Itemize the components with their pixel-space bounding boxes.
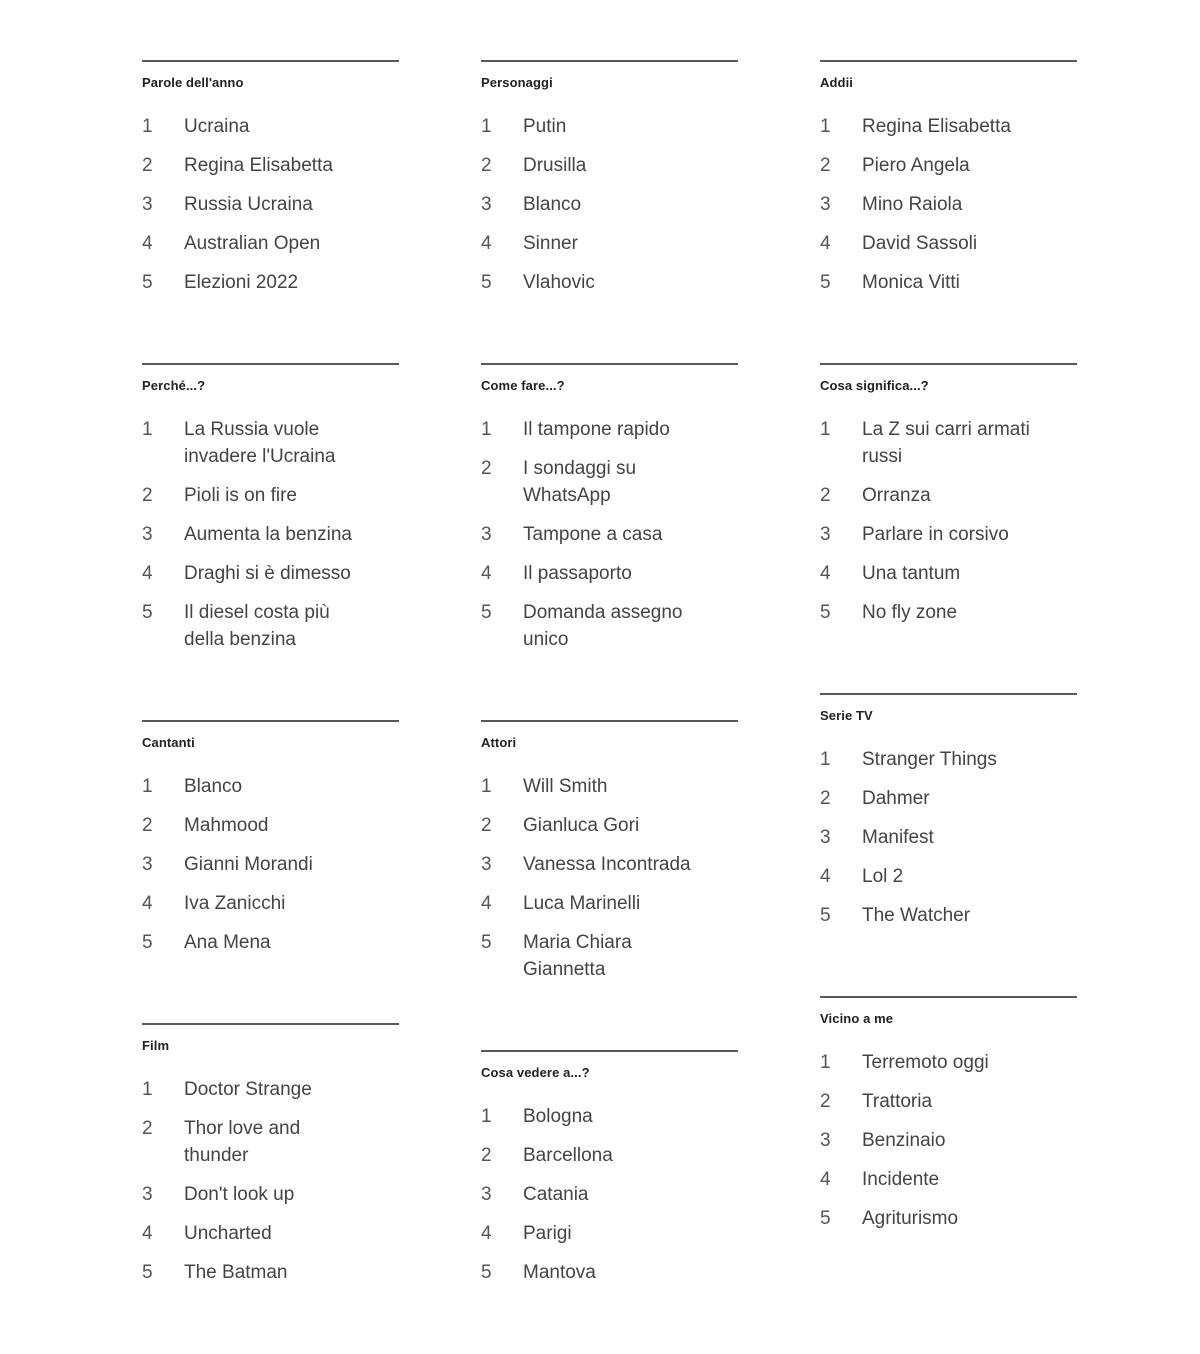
list-item <box>142 1181 399 1208</box>
item-label: Ucraina <box>184 116 250 137</box>
list-item <box>820 902 1077 929</box>
item-label: Tampone a casa <box>523 524 663 545</box>
rank-number: 1 <box>142 776 153 797</box>
ranking-list <box>142 1076 399 1286</box>
list-item <box>481 929 738 983</box>
ranking-list <box>142 113 399 296</box>
list-item <box>142 773 399 800</box>
ranking-list <box>481 416 738 653</box>
list-item <box>481 1103 738 1130</box>
ranking-list <box>481 1103 738 1286</box>
list-item <box>481 152 738 179</box>
rank-number: 1 <box>142 419 153 440</box>
rank-number: 5 <box>142 272 153 293</box>
rank-number: 2 <box>820 788 831 809</box>
section-title: Serie TV <box>820 708 873 723</box>
item-label: Ana Mena <box>184 932 271 953</box>
section-title: Film <box>142 1038 170 1053</box>
item-label: Dahmer <box>862 788 930 809</box>
rank-number: 5 <box>481 932 492 953</box>
list-item <box>820 113 1077 140</box>
rank-number: 4 <box>142 893 153 914</box>
item-label: Elezioni 2022 <box>184 272 299 293</box>
item-label: Benzinaio <box>862 1130 946 1151</box>
section-parole-dell-anno <box>142 60 399 308</box>
rank-number: 5 <box>481 272 492 293</box>
rank-number: 5 <box>481 1262 492 1283</box>
section-serie-tv <box>820 693 1077 941</box>
rank-number: 2 <box>481 458 492 479</box>
section-addii <box>820 60 1077 308</box>
item-label: Iva Zanicchi <box>184 893 286 914</box>
section-title: Personaggi <box>481 75 553 90</box>
list-item <box>481 812 738 839</box>
rank-number: 2 <box>142 1118 153 1139</box>
list-item <box>481 560 738 587</box>
list-item <box>142 521 399 548</box>
item-label: The Batman <box>184 1262 288 1283</box>
section-cosa-significa <box>820 363 1077 638</box>
item-label: Mahmood <box>184 815 269 836</box>
item-label: Mino Raiola <box>862 194 963 215</box>
section-title: Come fare...? <box>481 378 565 393</box>
rank-number: 4 <box>820 1169 831 1190</box>
list-item <box>142 1220 399 1247</box>
rank-number: 3 <box>820 524 831 545</box>
item-label: Blanco <box>184 776 243 797</box>
rank-number: 1 <box>820 1052 831 1073</box>
list-item <box>820 785 1077 812</box>
section-vicino-a-me <box>820 996 1077 1244</box>
item-label: Mantova <box>523 1262 596 1283</box>
section-title: Perché...? <box>142 378 206 393</box>
item-label: Draghi si è dimesso <box>184 563 351 584</box>
item-label: Thor love and thunder <box>184 1118 301 1166</box>
section-title: Addii <box>820 75 853 90</box>
ranking-list <box>820 746 1077 929</box>
rank-number: 3 <box>142 1184 153 1205</box>
ranking-list <box>820 1049 1077 1232</box>
rank-number: 2 <box>481 155 492 176</box>
item-label: Putin <box>523 116 567 137</box>
section-title: Cosa significa...? <box>820 378 929 393</box>
item-label: Regina Elisabetta <box>862 116 1011 137</box>
item-label: Piero Angela <box>862 155 970 176</box>
rank-number: 1 <box>481 1106 492 1127</box>
rank-number: 4 <box>481 233 492 254</box>
list-item <box>481 773 738 800</box>
list-item <box>820 1088 1077 1115</box>
section-title: Vicino a me <box>820 1011 894 1026</box>
list-item <box>481 1142 738 1169</box>
list-item <box>142 113 399 140</box>
rank-number: 4 <box>820 866 831 887</box>
ranking-list <box>820 416 1077 626</box>
rank-number: 1 <box>142 1079 153 1100</box>
item-label: Gianluca Gori <box>523 815 640 836</box>
item-label: Incidente <box>862 1169 940 1190</box>
list-item <box>820 746 1077 773</box>
list-item <box>142 416 399 470</box>
item-label: Parlare in corsivo <box>862 524 1009 545</box>
list-item <box>481 851 738 878</box>
item-label: Stranger Things <box>862 749 997 770</box>
ranking-list <box>142 773 399 956</box>
item-label: Trattoria <box>862 1091 933 1112</box>
list-item <box>820 824 1077 851</box>
list-item <box>481 1220 738 1247</box>
list-item <box>820 230 1077 257</box>
rank-number: 3 <box>820 827 831 848</box>
rank-number: 2 <box>820 155 831 176</box>
item-label: Monica Vitti <box>862 272 960 293</box>
item-label: Doctor Strange <box>184 1079 312 1100</box>
list-item <box>481 113 738 140</box>
item-label: Don't look up <box>184 1184 295 1205</box>
list-item <box>481 599 738 653</box>
rank-number: 2 <box>142 815 153 836</box>
rank-number: 3 <box>142 854 153 875</box>
rank-number: 5 <box>142 602 153 623</box>
rank-number: 5 <box>481 602 492 623</box>
list-item <box>820 1205 1077 1232</box>
rank-number: 5 <box>820 602 831 623</box>
ranking-list <box>481 113 738 296</box>
item-label: David Sassoli <box>862 233 978 254</box>
rank-number: 3 <box>142 194 153 215</box>
list-item <box>820 521 1077 548</box>
item-label: Parigi <box>523 1223 572 1244</box>
item-label: Regina Elisabetta <box>184 155 333 176</box>
item-label: Terremoto oggi <box>862 1052 989 1073</box>
list-item <box>820 560 1077 587</box>
rank-number: 4 <box>481 563 492 584</box>
list-item <box>481 191 738 218</box>
item-label: La Z sui carri armati russi <box>862 419 1030 467</box>
list-item <box>142 599 399 653</box>
rank-number: 4 <box>820 233 831 254</box>
item-label: Vanessa Incontrada <box>523 854 691 875</box>
list-item <box>481 890 738 917</box>
item-label: Uncharted <box>184 1223 272 1244</box>
rank-number: 3 <box>481 194 492 215</box>
rank-number: 4 <box>142 1223 153 1244</box>
item-label: Il tampone rapido <box>523 419 670 440</box>
rank-number: 2 <box>142 485 153 506</box>
item-label: Domanda assegno unico <box>523 602 683 650</box>
item-label: Una tantum <box>862 563 961 584</box>
list-item <box>142 929 399 956</box>
item-label: Il passaporto <box>523 563 632 584</box>
list-item <box>142 191 399 218</box>
rank-number: 3 <box>481 854 492 875</box>
rank-number: 4 <box>142 563 153 584</box>
list-item <box>142 1076 399 1103</box>
rank-number: 4 <box>142 233 153 254</box>
rank-number: 5 <box>820 272 831 293</box>
list-item <box>142 851 399 878</box>
item-label: I sondaggi su WhatsApp <box>523 458 637 506</box>
section-title: Cosa vedere a...? <box>481 1065 590 1080</box>
item-label: Luca Marinelli <box>523 893 641 914</box>
list-item <box>481 1259 738 1286</box>
list-item <box>481 230 738 257</box>
item-label: Drusilla <box>523 155 587 176</box>
list-item <box>820 152 1077 179</box>
list-item <box>142 1115 399 1169</box>
rank-number: 3 <box>142 524 153 545</box>
item-label: Catania <box>523 1184 589 1205</box>
section-cosa-vedere <box>481 1050 738 1298</box>
rank-number: 5 <box>820 1208 831 1229</box>
section-attori <box>481 720 738 995</box>
item-label: Russia Ucraina <box>184 194 313 215</box>
rank-number: 5 <box>142 1262 153 1283</box>
list-item <box>820 863 1077 890</box>
section-film <box>142 1023 399 1298</box>
rank-number: 2 <box>481 1145 492 1166</box>
list-item <box>142 230 399 257</box>
rank-number: 1 <box>481 419 492 440</box>
item-label: Pioli is on fire <box>184 485 297 506</box>
rank-number: 2 <box>820 1091 831 1112</box>
list-item <box>481 1181 738 1208</box>
item-label: Manifest <box>862 827 934 848</box>
list-item <box>820 416 1077 470</box>
list-item <box>142 1259 399 1286</box>
list-item <box>142 560 399 587</box>
list-item <box>481 521 738 548</box>
section-personaggi <box>481 60 738 308</box>
section-come-fare <box>481 363 738 665</box>
ranking-list <box>142 416 399 653</box>
list-item <box>820 1049 1077 1076</box>
item-label: La Russia vuole invadere l'Ucraina <box>184 419 336 467</box>
rank-number: 5 <box>820 905 831 926</box>
item-label: Bologna <box>523 1106 593 1127</box>
item-label: Orranza <box>862 485 931 506</box>
section-title: Parole dell'anno <box>142 75 244 90</box>
rank-number: 3 <box>481 1184 492 1205</box>
section-title: Cantanti <box>142 735 195 750</box>
rank-number: 2 <box>481 815 492 836</box>
list-item <box>142 482 399 509</box>
rank-number: 4 <box>820 563 831 584</box>
item-label: Vlahovic <box>523 272 595 293</box>
item-label: The Watcher <box>862 905 971 926</box>
rank-number: 1 <box>820 749 831 770</box>
section-cantanti <box>142 720 399 968</box>
item-label: Maria Chiara Giannetta <box>523 932 632 980</box>
list-item <box>820 269 1077 296</box>
item-label: Sinner <box>523 233 578 254</box>
item-label: Blanco <box>523 194 582 215</box>
rank-number: 2 <box>142 155 153 176</box>
rank-number: 5 <box>142 932 153 953</box>
item-label: Gianni Morandi <box>184 854 313 875</box>
rank-number: 1 <box>142 116 153 137</box>
list-item <box>820 1127 1077 1154</box>
list-item <box>481 416 738 443</box>
list-item <box>142 812 399 839</box>
rank-number: 3 <box>820 1130 831 1151</box>
rank-number: 1 <box>820 419 831 440</box>
rank-number: 1 <box>820 116 831 137</box>
item-label: No fly zone <box>862 602 958 623</box>
rank-number: 3 <box>481 524 492 545</box>
section-title: Attori <box>481 735 517 750</box>
list-item <box>820 1166 1077 1193</box>
rank-number: 2 <box>820 485 831 506</box>
ranking-list <box>820 113 1077 296</box>
rank-number: 4 <box>481 893 492 914</box>
section-perche <box>142 363 399 665</box>
list-item <box>481 269 738 296</box>
list-item <box>142 152 399 179</box>
rank-number: 1 <box>481 776 492 797</box>
item-label: Il diesel costa più della benzina <box>184 602 330 650</box>
item-label: Agriturismo <box>862 1208 959 1229</box>
item-label: Will Smith <box>523 776 608 797</box>
list-item <box>820 482 1077 509</box>
rank-number: 1 <box>481 116 492 137</box>
item-label: Lol 2 <box>862 866 904 887</box>
rank-number: 3 <box>820 194 831 215</box>
item-label: Barcellona <box>523 1145 613 1166</box>
item-label: Australian Open <box>184 233 321 254</box>
item-label: Aumenta la benzina <box>184 524 352 545</box>
rank-number: 4 <box>481 1223 492 1244</box>
list-item <box>820 599 1077 626</box>
list-item <box>142 269 399 296</box>
list-item <box>142 890 399 917</box>
list-item <box>481 455 738 509</box>
ranking-list <box>481 773 738 983</box>
list-item <box>820 191 1077 218</box>
